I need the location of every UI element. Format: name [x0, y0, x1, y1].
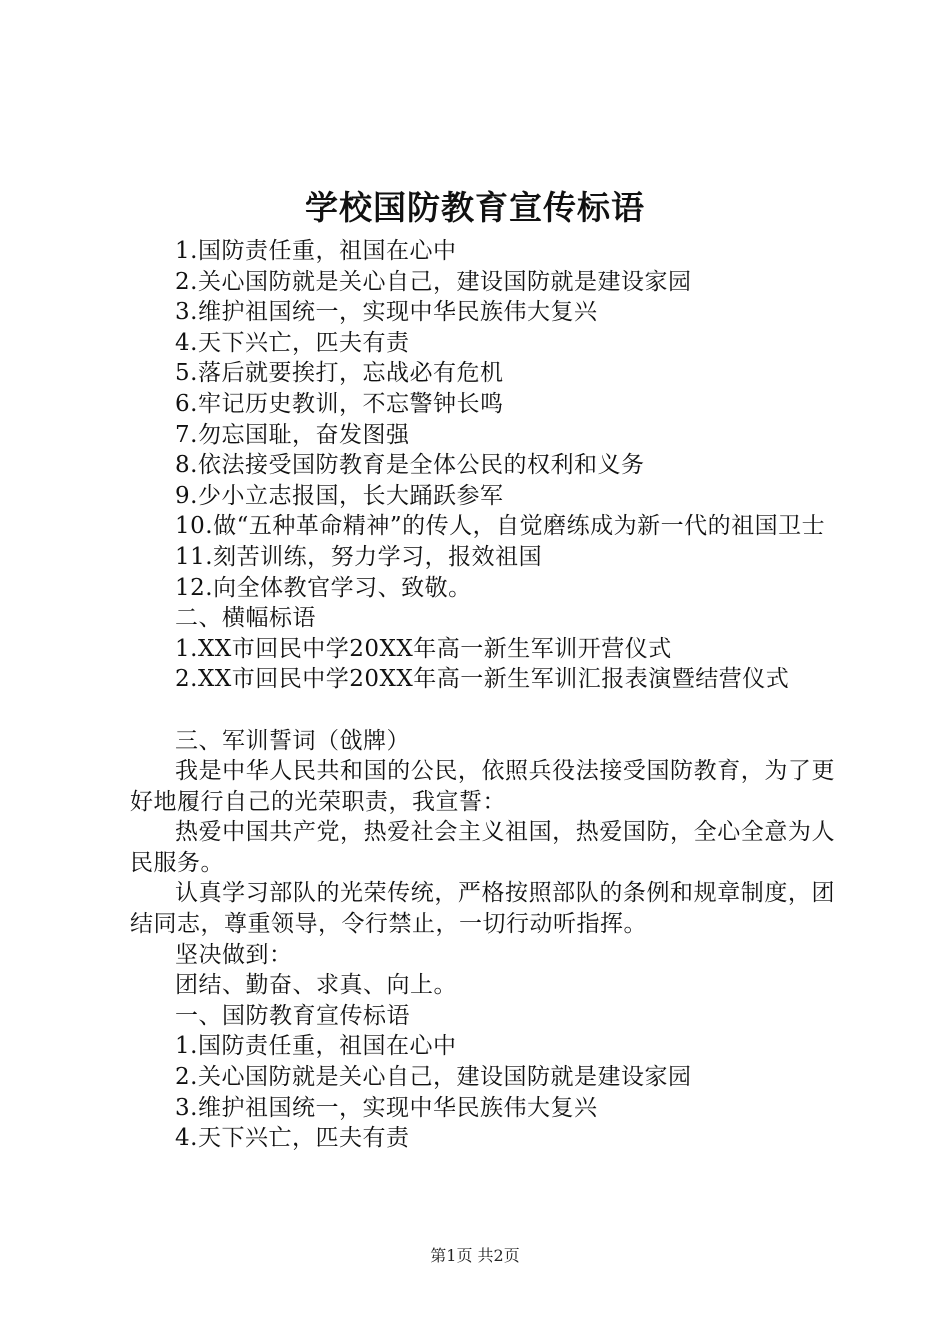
body-line: 3.维护祖国统一，实现中华民族伟大复兴: [175, 1094, 598, 1121]
body-line: 3.维护祖国统一，实现中华民族伟大复兴: [175, 299, 598, 326]
body-line: 2.关心国防就是关心自己，建设国防就是建设家园: [175, 268, 692, 295]
body-line: 7.勿忘国耻，奋发图强: [175, 421, 410, 448]
body-line: 4.天下兴亡，匹夫有责: [175, 329, 410, 356]
body-line: 2.关心国防就是关心自己，建设国防就是建设家园: [175, 1064, 692, 1091]
body-paragraph: 我是中华人民共和国的公民，依照兵役法接受国防教育，为了更好地履行自己的光荣职责，我宣誓：: [130, 758, 835, 815]
body-line: 坚决做到：: [175, 941, 293, 968]
body-line: 11.刻苦训练，努力学习，报效祖国: [175, 543, 543, 570]
body-line: 12.向全体教官学习、致敬。: [175, 574, 472, 601]
body-line: 1.XX市回民中学20XX年高一新生军训开营仪式: [175, 635, 672, 662]
document-title: 学校国防教育宣传标语: [305, 188, 645, 227]
page-footer: 第1页 共2页: [430, 1246, 520, 1265]
body-line: 4.天下兴亡，匹夫有责: [175, 1125, 410, 1152]
body-line: 2.XX市回民中学20XX年高一新生军训汇报表演暨结营仪式: [175, 666, 790, 693]
body-line: 9.少小立志报国，长大踊跃参军: [175, 482, 504, 509]
body-line: 5.落后就要挨打，忘战必有危机: [175, 360, 504, 387]
body-line: 6.牢记历史教训，不忘警钟长鸣: [175, 390, 504, 417]
body-paragraph: 热爱中国共产党，热爱社会主义祖国，热爱国防，全心全意为人民服务。: [130, 819, 835, 876]
body-line: 一、国防教育宣传标语: [175, 1002, 410, 1029]
body-paragraph: 10.做“五种革命精神”的传人，自觉磨练成为新一代的祖国卫士: [175, 513, 826, 540]
document-body: [130, 236, 835, 1154]
body-paragraph: 认真学习部队的光荣传统，严格按照部队的条例和规章制度，团结同志，尊重领导，令行禁止，一切行动听指挥。: [130, 880, 835, 938]
body-line: 三、军训誓词（戗牌）: [175, 727, 410, 754]
body-line: 1.国防责任重，祖国在心中: [175, 238, 457, 264]
body-line: 8.依法接受国防教育是全体公民的权利和义务: [175, 452, 645, 479]
body-line: 1.国防责任重，祖国在心中: [175, 1033, 457, 1060]
blank-line: [130, 695, 835, 726]
body-line: 二、横幅标语: [175, 605, 316, 632]
body-line: 团结、勤奋、求真、向上。: [175, 972, 457, 999]
